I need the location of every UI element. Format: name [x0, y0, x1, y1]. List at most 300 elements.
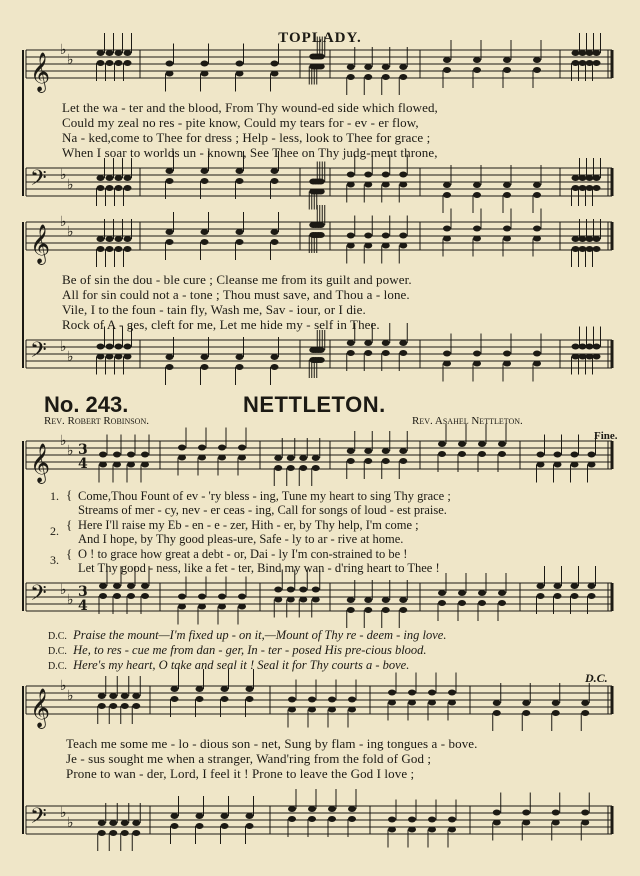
- lyric-line: Je - sus sought me when a stranger, Wand'ring from the fold of God ;: [66, 751, 432, 766]
- note-head: [113, 583, 121, 589]
- note-head: [593, 354, 601, 360]
- verse-number: 3.: [50, 553, 59, 567]
- note-head: [308, 806, 316, 812]
- hymn-title-toplady: TOPLADY.: [278, 30, 362, 46]
- note-head: [196, 823, 204, 829]
- note-head: [552, 820, 560, 826]
- note-head: [399, 182, 407, 188]
- note-head: [347, 597, 355, 603]
- note-head: [218, 455, 226, 461]
- flat-icon: ♭: [67, 52, 74, 68]
- note-head: [382, 74, 390, 80]
- treble-clef-icon: 𝄞: [30, 224, 51, 264]
- note-head: [109, 703, 117, 709]
- note-head: [448, 817, 456, 823]
- note-head: [236, 364, 244, 370]
- note-head: [132, 820, 140, 826]
- note-head: [201, 364, 209, 370]
- lyric-line: Let the wa - ter and the blood, From Thy wound-ed side which flowed,: [62, 100, 438, 115]
- note-head: [317, 347, 325, 353]
- note-head: [586, 50, 594, 56]
- note-head: [493, 820, 501, 826]
- note-head: [238, 445, 246, 451]
- note-head: [443, 192, 451, 198]
- note-head: [443, 361, 451, 367]
- note-head: [503, 182, 511, 188]
- note-head: [428, 690, 436, 696]
- note-head: [238, 594, 246, 600]
- note-head: [399, 243, 407, 249]
- note-head: [127, 462, 135, 468]
- lyric-line: Na - ked,come to Thee for dress ; Help - less, look to Thee for grace ;: [62, 130, 431, 145]
- note-head: [581, 700, 589, 706]
- note-head: [408, 700, 416, 706]
- note-head: [317, 64, 325, 70]
- note-head: [288, 707, 296, 713]
- note-head: [236, 168, 244, 174]
- note-head: [364, 172, 372, 178]
- note-head: [201, 239, 209, 245]
- note-head: [399, 597, 407, 603]
- note-head: [328, 697, 336, 703]
- note-head: [581, 820, 589, 826]
- note-head: [288, 816, 296, 822]
- note-head: [571, 593, 579, 599]
- note-head: [271, 354, 279, 360]
- note-head: [388, 817, 396, 823]
- note-head: [238, 455, 246, 461]
- note-head: [382, 350, 390, 356]
- note-head: [166, 239, 174, 245]
- note-head: [299, 465, 307, 471]
- note-head: [438, 441, 446, 447]
- note-head: [109, 830, 117, 836]
- note-head: [196, 686, 204, 692]
- note-head: [317, 232, 325, 238]
- hymn-title-nettleton: NETTLETON.: [243, 392, 386, 417]
- treble-clef-icon: 𝄞: [30, 52, 51, 92]
- note-head: [537, 462, 545, 468]
- note-head: [408, 690, 416, 696]
- bass-clef-icon: 𝄢: [30, 338, 47, 368]
- note-head: [588, 452, 596, 458]
- note-head: [97, 60, 105, 66]
- dc-lyric-line: D.C. He, to res - cue me from dan - ger, In - ter - posed His pre-cious blood.: [48, 643, 427, 657]
- note-head: [399, 607, 407, 613]
- note-head: [106, 50, 114, 56]
- note-head: [246, 696, 254, 702]
- note-head: [399, 448, 407, 454]
- note-head: [522, 700, 530, 706]
- note-head: [588, 593, 596, 599]
- note-head: [97, 185, 105, 191]
- note-head: [388, 827, 396, 833]
- note-head: [115, 185, 123, 191]
- note-head: [364, 233, 372, 239]
- note-head: [399, 64, 407, 70]
- note-head: [347, 233, 355, 239]
- note-head: [408, 817, 416, 823]
- lyric-line: O ! to grace how great a debt - or, Dai - ly I'm con-strained to be !: [78, 547, 408, 561]
- note-head: [236, 354, 244, 360]
- note-head: [312, 597, 320, 603]
- note-head: [312, 465, 320, 471]
- note-head: [588, 462, 596, 468]
- note-head: [364, 458, 372, 464]
- note-head: [171, 686, 179, 692]
- note-head: [127, 593, 135, 599]
- flat-icon: ♭: [67, 349, 74, 365]
- lyric-line: Teach me some me - lo - dious son - net, Sung by flam - ing tongues a - bove.: [66, 736, 478, 751]
- note-head: [382, 64, 390, 70]
- note-head: [317, 189, 325, 195]
- note-head: [458, 590, 466, 596]
- note-head: [581, 810, 589, 816]
- lyric-line: Come,Thou Fount of ev - 'ry bless - ing, Tune my heart to sing Thy grace ;: [78, 489, 451, 503]
- note-head: [438, 451, 446, 457]
- note-head: [438, 600, 446, 606]
- note-head: [115, 344, 123, 350]
- note-head: [579, 344, 587, 350]
- note-head: [498, 451, 506, 457]
- flat-icon: ♭: [60, 582, 67, 598]
- dc-lyric-line: D.C. Praise the mount—I'm fixed up - on it,—Mount of Thy re - deem - ing love.: [48, 628, 447, 642]
- note-head: [166, 229, 174, 235]
- note-head: [364, 243, 372, 249]
- note-head: [571, 452, 579, 458]
- note-head: [246, 686, 254, 692]
- note-head: [593, 175, 601, 181]
- note-head: [364, 607, 372, 613]
- bass-clef-icon: 𝄢: [30, 166, 47, 196]
- note-head: [299, 587, 307, 593]
- note-head: [166, 71, 174, 77]
- note-head: [201, 71, 209, 77]
- note-head: [221, 696, 229, 702]
- note-head: [288, 697, 296, 703]
- note-head: [382, 448, 390, 454]
- verse-number: 1.: [50, 489, 59, 503]
- note-head: [443, 57, 451, 63]
- lyric-line: Could my zeal no res - pite know, Could my tears for - ev - er flow,: [62, 115, 419, 130]
- note-head: [581, 710, 589, 716]
- note-head: [399, 340, 407, 346]
- note-head: [287, 455, 295, 461]
- note-head: [347, 350, 355, 356]
- note-head: [348, 697, 356, 703]
- note-head: [299, 597, 307, 603]
- note-head: [364, 448, 372, 454]
- time-signature: 3: [78, 584, 88, 600]
- note-head: [287, 597, 295, 603]
- note-head: [473, 182, 481, 188]
- note-head: [503, 351, 511, 357]
- note-head: [498, 441, 506, 447]
- note-head: [533, 226, 541, 232]
- note-head: [533, 182, 541, 188]
- note-head: [382, 172, 390, 178]
- note-head: [347, 74, 355, 80]
- note-head: [246, 823, 254, 829]
- note-head: [97, 50, 105, 56]
- note-head: [533, 57, 541, 63]
- note-head: [448, 700, 456, 706]
- note-head: [201, 178, 209, 184]
- verse-number: 2.: [50, 524, 59, 538]
- note-head: [113, 593, 121, 599]
- flat-icon: ♭: [60, 339, 67, 355]
- note-head: [503, 236, 511, 242]
- note-head: [382, 458, 390, 464]
- note-head: [317, 357, 325, 363]
- note-head: [347, 448, 355, 454]
- note-head: [127, 452, 135, 458]
- flat-icon: ♭: [60, 805, 67, 821]
- note-head: [312, 587, 320, 593]
- note-head: [178, 455, 186, 461]
- note-head: [99, 462, 107, 468]
- fine-marking: Fine.: [594, 430, 618, 442]
- flat-icon: ♭: [60, 167, 67, 183]
- note-head: [132, 693, 140, 699]
- note-head: [127, 583, 135, 589]
- note-head: [493, 700, 501, 706]
- note-head: [141, 583, 149, 589]
- note-head: [198, 594, 206, 600]
- note-head: [438, 590, 446, 596]
- note-head: [271, 178, 279, 184]
- verse-brace: {: [66, 546, 73, 561]
- note-head: [124, 60, 132, 66]
- note-head: [166, 168, 174, 174]
- note-head: [132, 703, 140, 709]
- note-head: [317, 222, 325, 228]
- note-head: [382, 607, 390, 613]
- note-head: [124, 236, 132, 242]
- note-head: [579, 50, 587, 56]
- note-head: [97, 354, 105, 360]
- note-head: [141, 593, 149, 599]
- flat-icon: ♭: [67, 224, 74, 240]
- note-head: [274, 587, 282, 593]
- note-head: [274, 465, 282, 471]
- note-head: [109, 820, 117, 826]
- note-head: [124, 354, 132, 360]
- note-head: [572, 236, 580, 242]
- note-head: [198, 445, 206, 451]
- note-head: [221, 686, 229, 692]
- note-head: [593, 50, 601, 56]
- note-head: [522, 820, 530, 826]
- note-head: [141, 462, 149, 468]
- note-head: [473, 226, 481, 232]
- note-head: [364, 597, 372, 603]
- note-head: [246, 813, 254, 819]
- note-head: [271, 239, 279, 245]
- note-head: [478, 600, 486, 606]
- note-head: [106, 354, 114, 360]
- note-head: [533, 236, 541, 242]
- note-head: [388, 690, 396, 696]
- note-head: [98, 820, 106, 826]
- note-head: [99, 452, 107, 458]
- note-head: [498, 600, 506, 606]
- note-head: [328, 816, 336, 822]
- note-head: [388, 700, 396, 706]
- note-head: [554, 452, 562, 458]
- note-head: [347, 182, 355, 188]
- note-head: [348, 806, 356, 812]
- time-signature: 4: [78, 598, 88, 614]
- lyric-line: Prone to wan - der, Lord, I feel it ! Prone to leave the God I love ;: [66, 766, 415, 781]
- note-head: [201, 229, 209, 235]
- note-head: [347, 340, 355, 346]
- note-head: [106, 236, 114, 242]
- flat-icon: ♭: [67, 177, 74, 193]
- note-head: [171, 813, 179, 819]
- note-head: [299, 455, 307, 461]
- note-head: [124, 50, 132, 56]
- note-head: [593, 60, 601, 66]
- note-head: [221, 823, 229, 829]
- flat-icon: ♭: [60, 42, 67, 58]
- note-head: [287, 587, 295, 593]
- note-head: [121, 830, 129, 836]
- note-head: [593, 185, 601, 191]
- note-head: [271, 71, 279, 77]
- note-head: [458, 441, 466, 447]
- treble-clef-icon: 𝄞: [30, 443, 51, 483]
- note-head: [364, 74, 372, 80]
- note-head: [382, 182, 390, 188]
- note-head: [593, 236, 601, 242]
- note-head: [236, 229, 244, 235]
- note-head: [428, 827, 436, 833]
- lyric-line: Streams of mer - cy, nev - er ceas - ing, Call for songs of loud - est praise.: [78, 503, 447, 517]
- note-head: [97, 175, 105, 181]
- flat-icon: ♭: [67, 688, 74, 704]
- note-head: [399, 350, 407, 356]
- time-signature: 3: [78, 442, 88, 458]
- note-head: [503, 192, 511, 198]
- note-head: [473, 67, 481, 73]
- verse-brace: {: [66, 487, 73, 502]
- lyric-line: And I hope, by Thy good pleas-ure, Safe - ly to ar - rive at home.: [78, 532, 404, 546]
- note-head: [503, 67, 511, 73]
- lyric-line: Here I'll raise my Eb - en - e - zer, Hith - er, by Thy help, I'm come ;: [78, 518, 419, 532]
- note-head: [271, 168, 279, 174]
- note-head: [218, 594, 226, 600]
- note-head: [141, 452, 149, 458]
- note-head: [586, 344, 594, 350]
- note-head: [572, 175, 580, 181]
- note-head: [109, 693, 117, 699]
- flat-icon: ♭: [67, 815, 74, 831]
- note-head: [106, 175, 114, 181]
- note-head: [236, 71, 244, 77]
- note-head: [218, 445, 226, 451]
- note-head: [399, 172, 407, 178]
- note-head: [99, 593, 107, 599]
- note-head: [586, 175, 594, 181]
- note-head: [522, 710, 530, 716]
- note-head: [347, 607, 355, 613]
- note-head: [317, 179, 325, 185]
- note-head: [554, 593, 562, 599]
- note-head: [473, 57, 481, 63]
- note-head: [554, 462, 562, 468]
- note-head: [221, 813, 229, 819]
- hymn-number: No. 243.: [44, 392, 129, 417]
- bass-clef-icon: 𝄢: [30, 804, 47, 834]
- note-head: [115, 246, 123, 252]
- note-head: [382, 233, 390, 239]
- note-head: [308, 816, 316, 822]
- note-head: [586, 236, 594, 242]
- bass-clef-icon: 𝄢: [30, 581, 47, 611]
- note-head: [236, 61, 244, 67]
- note-head: [428, 700, 436, 706]
- note-head: [364, 64, 372, 70]
- lyric-line: All for sin could not a - tone ; Thou must save, and Thou a - lone.: [62, 287, 410, 302]
- note-head: [498, 590, 506, 596]
- note-head: [115, 236, 123, 242]
- note-head: [503, 361, 511, 367]
- note-head: [166, 364, 174, 370]
- note-head: [97, 236, 105, 242]
- note-head: [382, 597, 390, 603]
- note-head: [399, 233, 407, 239]
- dc-marking: D.C.: [585, 671, 608, 685]
- note-head: [572, 50, 580, 56]
- note-head: [236, 239, 244, 245]
- note-head: [364, 350, 372, 356]
- note-head: [236, 178, 244, 184]
- note-head: [554, 583, 562, 589]
- note-head: [428, 817, 436, 823]
- note-head: [503, 226, 511, 232]
- note-head: [201, 61, 209, 67]
- note-head: [171, 696, 179, 702]
- lyric-line: Rock of A - ges, cleft for me, Let me hide my - self in Thee.: [62, 317, 380, 332]
- note-head: [198, 455, 206, 461]
- note-head: [443, 67, 451, 73]
- note-head: [347, 458, 355, 464]
- music-credit: Rev. Asahel Nettleton.: [412, 415, 523, 427]
- note-head: [201, 354, 209, 360]
- note-head: [382, 243, 390, 249]
- note-head: [347, 172, 355, 178]
- note-head: [99, 583, 107, 589]
- note-head: [593, 246, 601, 252]
- note-head: [115, 50, 123, 56]
- note-head: [473, 351, 481, 357]
- note-head: [115, 354, 123, 360]
- treble-clef-icon: 𝄞: [30, 688, 51, 728]
- note-head: [533, 67, 541, 73]
- note-head: [201, 168, 209, 174]
- note-head: [579, 175, 587, 181]
- note-head: [97, 344, 105, 350]
- note-head: [533, 192, 541, 198]
- note-head: [196, 696, 204, 702]
- note-head: [382, 340, 390, 346]
- note-head: [106, 344, 114, 350]
- note-head: [493, 710, 501, 716]
- note-head: [347, 243, 355, 249]
- note-head: [166, 178, 174, 184]
- note-head: [288, 806, 296, 812]
